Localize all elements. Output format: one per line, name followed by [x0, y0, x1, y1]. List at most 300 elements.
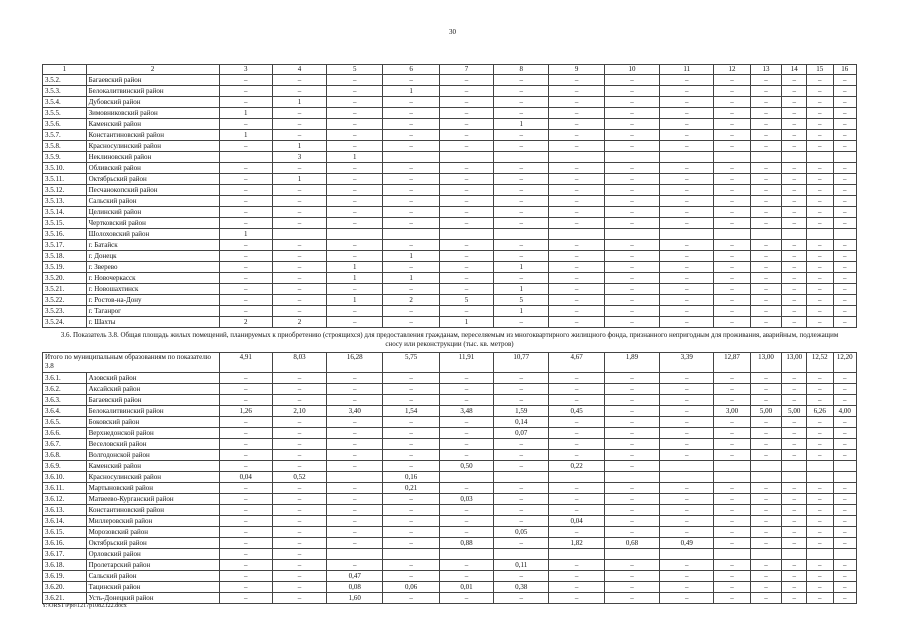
value-cell: –: [439, 516, 493, 527]
value-cell: –: [272, 130, 326, 141]
table-row: [43, 119, 857, 130]
value-cell: –: [327, 306, 383, 317]
value-cell: –: [272, 516, 326, 527]
table-row: [43, 527, 857, 538]
value-cell: –: [782, 571, 806, 582]
value-cell: –: [383, 505, 439, 516]
table-row: [43, 450, 857, 461]
value-cell: [806, 472, 833, 483]
table-row: [43, 174, 857, 185]
value-cell: [439, 229, 493, 240]
value-cell: –: [782, 450, 806, 461]
value-cell: –: [549, 119, 604, 130]
column-number: 6: [383, 65, 439, 75]
value-cell: 0,52: [272, 472, 326, 483]
value-cell: –: [660, 119, 714, 130]
municipality-name: Морозовский район: [86, 527, 219, 538]
value-cell: –: [604, 196, 659, 207]
value-cell: –: [833, 295, 856, 306]
value-cell: 0,05: [494, 527, 549, 538]
value-cell: 1: [439, 317, 493, 328]
value-cell: [660, 229, 714, 240]
value-cell: –: [604, 86, 659, 97]
value-cell: [604, 152, 659, 163]
value-cell: –: [604, 185, 659, 196]
row-code: 3.5.6.: [43, 119, 87, 130]
value-cell: –: [660, 273, 714, 284]
column-number: 5: [327, 65, 383, 75]
value-cell: 1: [272, 141, 326, 152]
total-value: 12,20: [833, 353, 856, 373]
value-cell: –: [750, 428, 782, 439]
value-cell: –: [806, 417, 833, 428]
value-cell: –: [806, 174, 833, 185]
total-row: [43, 353, 857, 373]
value-cell: –: [714, 251, 750, 262]
value-cell: –: [750, 119, 782, 130]
value-cell: –: [833, 516, 856, 527]
value-cell: –: [782, 218, 806, 229]
total-value: 1,89: [604, 353, 659, 373]
value-cell: –: [782, 86, 806, 97]
value-cell: –: [714, 207, 750, 218]
value-cell: –: [549, 97, 604, 108]
value-cell: –: [383, 141, 439, 152]
value-cell: –: [604, 273, 659, 284]
value-cell: –: [439, 273, 493, 284]
value-cell: –: [439, 560, 493, 571]
value-cell: [494, 229, 549, 240]
row-code: 3.6.19.: [43, 571, 87, 582]
row-code: 3.5.2.: [43, 75, 87, 86]
municipality-name: Красносулинский район: [86, 141, 219, 152]
value-cell: [833, 472, 856, 483]
value-cell: –: [219, 505, 272, 516]
table-row: [43, 461, 857, 472]
value-cell: –: [750, 494, 782, 505]
table-row: [43, 384, 857, 395]
municipality-name: Октябрьский район: [86, 538, 219, 549]
value-cell: –: [383, 450, 439, 461]
value-cell: –: [782, 295, 806, 306]
value-cell: –: [383, 240, 439, 251]
value-cell: –: [782, 262, 806, 273]
value-cell: –: [494, 86, 549, 97]
value-cell: –: [660, 560, 714, 571]
value-cell: –: [660, 75, 714, 86]
municipality-name: Обливский район: [86, 163, 219, 174]
value-cell: –: [439, 141, 493, 152]
value-cell: –: [604, 384, 659, 395]
value-cell: –: [806, 593, 833, 604]
municipality-name: г. Таганрог: [86, 306, 219, 317]
row-code: 3.5.23.: [43, 306, 87, 317]
value-cell: –: [272, 461, 326, 472]
value-cell: –: [660, 207, 714, 218]
value-cell: –: [272, 207, 326, 218]
value-cell: [806, 229, 833, 240]
value-cell: –: [833, 218, 856, 229]
value-cell: –: [494, 75, 549, 86]
value-cell: –: [604, 417, 659, 428]
value-cell: –: [549, 295, 604, 306]
value-cell: 0,45: [549, 406, 604, 417]
value-cell: [549, 549, 604, 560]
value-cell: –: [327, 461, 383, 472]
municipality-name: Багаевский район: [86, 395, 219, 406]
value-cell: –: [383, 395, 439, 406]
value-cell: [383, 549, 439, 560]
value-cell: –: [439, 218, 493, 229]
value-cell: [327, 229, 383, 240]
value-cell: –: [327, 439, 383, 450]
value-cell: –: [806, 538, 833, 549]
value-cell: –: [660, 582, 714, 593]
value-cell: –: [806, 505, 833, 516]
value-cell: –: [660, 86, 714, 97]
value-cell: –: [272, 384, 326, 395]
column-number: 15: [806, 65, 833, 75]
column-number: 13: [750, 65, 782, 75]
value-cell: –: [750, 516, 782, 527]
value-cell: –: [383, 527, 439, 538]
page-number: 30: [449, 28, 456, 36]
value-cell: –: [383, 97, 439, 108]
value-cell: –: [549, 494, 604, 505]
value-cell: –: [750, 174, 782, 185]
value-cell: –: [782, 108, 806, 119]
value-cell: –: [806, 141, 833, 152]
value-cell: –: [660, 306, 714, 317]
value-cell: –: [833, 306, 856, 317]
value-cell: 1: [494, 119, 549, 130]
value-cell: 1: [219, 108, 272, 119]
value-cell: –: [782, 384, 806, 395]
value-cell: –: [383, 571, 439, 582]
table-row: [43, 472, 857, 483]
row-code: 3.6.12.: [43, 494, 87, 505]
value-cell: –: [383, 119, 439, 130]
value-cell: –: [549, 174, 604, 185]
value-cell: –: [383, 439, 439, 450]
value-cell: –: [494, 571, 549, 582]
value-cell: –: [750, 141, 782, 152]
value-cell: –: [806, 295, 833, 306]
value-cell: 0,04: [549, 516, 604, 527]
value-cell: [660, 152, 714, 163]
value-cell: –: [327, 483, 383, 494]
table-body: [43, 65, 857, 604]
value-cell: –: [549, 571, 604, 582]
row-code: 3.6.6.: [43, 428, 87, 439]
value-cell: –: [549, 306, 604, 317]
row-code: 3.6.1.: [43, 373, 87, 384]
value-cell: –: [272, 240, 326, 251]
value-cell: –: [549, 218, 604, 229]
value-cell: –: [494, 461, 549, 472]
value-cell: 1: [383, 273, 439, 284]
municipality-name: г. Новочеркасск: [86, 273, 219, 284]
value-cell: –: [806, 130, 833, 141]
value-cell: –: [272, 571, 326, 582]
value-cell: –: [806, 373, 833, 384]
table-row: [43, 571, 857, 582]
table-row: [43, 86, 857, 97]
value-cell: –: [383, 174, 439, 185]
municipality-name: Неклиновский район: [86, 152, 219, 163]
value-cell: –: [750, 262, 782, 273]
row-code: 3.5.16.: [43, 229, 87, 240]
value-cell: –: [714, 571, 750, 582]
value-cell: –: [806, 284, 833, 295]
value-cell: –: [383, 75, 439, 86]
value-cell: [782, 549, 806, 560]
value-cell: [714, 549, 750, 560]
value-cell: –: [714, 428, 750, 439]
value-cell: –: [439, 163, 493, 174]
value-cell: –: [327, 527, 383, 538]
value-cell: –: [750, 439, 782, 450]
value-cell: –: [714, 141, 750, 152]
value-cell: [219, 152, 272, 163]
value-cell: –: [750, 284, 782, 295]
value-cell: –: [604, 571, 659, 582]
value-cell: –: [714, 163, 750, 174]
value-cell: –: [549, 395, 604, 406]
value-cell: –: [782, 207, 806, 218]
value-cell: –: [219, 251, 272, 262]
value-cell: –: [714, 295, 750, 306]
value-cell: –: [272, 163, 326, 174]
value-cell: –: [660, 483, 714, 494]
value-cell: –: [549, 240, 604, 251]
value-cell: –: [219, 450, 272, 461]
value-cell: 1,59: [494, 406, 549, 417]
value-cell: –: [833, 273, 856, 284]
value-cell: [494, 472, 549, 483]
value-cell: –: [439, 450, 493, 461]
value-cell: –: [833, 130, 856, 141]
row-code: 3.6.7.: [43, 439, 87, 450]
value-cell: –: [660, 505, 714, 516]
row-code: 3.5.14.: [43, 207, 87, 218]
value-cell: –: [383, 538, 439, 549]
value-cell: –: [660, 450, 714, 461]
value-cell: –: [782, 538, 806, 549]
municipality-name: г. Ростов-на-Дону: [86, 295, 219, 306]
row-code: 3.5.18.: [43, 251, 87, 262]
value-cell: –: [219, 141, 272, 152]
value-cell: –: [272, 439, 326, 450]
value-cell: –: [660, 406, 714, 417]
value-cell: –: [604, 593, 659, 604]
value-cell: –: [750, 306, 782, 317]
value-cell: –: [327, 163, 383, 174]
value-cell: –: [660, 373, 714, 384]
value-cell: –: [549, 417, 604, 428]
value-cell: –: [750, 86, 782, 97]
value-cell: –: [494, 141, 549, 152]
value-cell: –: [782, 119, 806, 130]
value-cell: –: [272, 284, 326, 295]
value-cell: –: [806, 395, 833, 406]
value-cell: –: [272, 86, 326, 97]
table-row: [43, 538, 857, 549]
municipality-name: Боковский район: [86, 417, 219, 428]
value-cell: –: [782, 97, 806, 108]
value-cell: –: [604, 395, 659, 406]
value-cell: –: [750, 185, 782, 196]
value-cell: 1,54: [383, 406, 439, 417]
value-cell: 0,21: [383, 483, 439, 494]
value-cell: –: [660, 108, 714, 119]
value-cell: –: [833, 284, 856, 295]
value-cell: 6,26: [806, 406, 833, 417]
value-cell: –: [219, 384, 272, 395]
table-row: [43, 240, 857, 251]
value-cell: 1: [327, 295, 383, 306]
value-cell: 0,11: [494, 560, 549, 571]
value-cell: –: [383, 317, 439, 328]
table-row: [43, 373, 857, 384]
value-cell: 0,50: [439, 461, 493, 472]
value-cell: –: [604, 516, 659, 527]
table-row: [43, 218, 857, 229]
value-cell: –: [272, 538, 326, 549]
value-cell: –: [383, 560, 439, 571]
table-row: [43, 130, 857, 141]
value-cell: –: [833, 571, 856, 582]
value-cell: –: [782, 284, 806, 295]
value-cell: –: [439, 174, 493, 185]
value-cell: 0,04: [219, 472, 272, 483]
total-value: 8,03: [272, 353, 326, 373]
value-cell: –: [604, 317, 659, 328]
value-cell: [750, 472, 782, 483]
municipality-name: Константиновский район: [86, 505, 219, 516]
value-cell: –: [439, 593, 493, 604]
municipality-name: Аксайский район: [86, 384, 219, 395]
value-cell: –: [604, 240, 659, 251]
value-cell: –: [833, 240, 856, 251]
section-heading-row: [43, 328, 857, 353]
value-cell: –: [272, 218, 326, 229]
row-code: 3.6.15.: [43, 527, 87, 538]
value-cell: –: [714, 439, 750, 450]
value-cell: –: [750, 417, 782, 428]
value-cell: 0,08: [327, 582, 383, 593]
value-cell: –: [219, 483, 272, 494]
row-code: 3.6.10.: [43, 472, 87, 483]
value-cell: –: [219, 560, 272, 571]
value-cell: –: [439, 196, 493, 207]
value-cell: –: [604, 174, 659, 185]
value-cell: –: [604, 505, 659, 516]
value-cell: 1: [494, 284, 549, 295]
value-cell: –: [383, 196, 439, 207]
row-code: 3.6.4.: [43, 406, 87, 417]
value-cell: –: [383, 284, 439, 295]
value-cell: –: [833, 505, 856, 516]
value-cell: –: [494, 196, 549, 207]
value-cell: [833, 152, 856, 163]
value-cell: –: [549, 141, 604, 152]
value-cell: –: [219, 86, 272, 97]
value-cell: –: [782, 516, 806, 527]
value-cell: –: [494, 251, 549, 262]
value-cell: –: [439, 527, 493, 538]
value-cell: –: [327, 86, 383, 97]
value-cell: –: [439, 439, 493, 450]
value-cell: –: [750, 560, 782, 571]
value-cell: [782, 152, 806, 163]
value-cell: –: [660, 317, 714, 328]
total-value: 10,77: [494, 353, 549, 373]
value-cell: [383, 229, 439, 240]
value-cell: –: [327, 373, 383, 384]
value-cell: –: [272, 119, 326, 130]
value-cell: –: [806, 251, 833, 262]
value-cell: –: [806, 306, 833, 317]
value-cell: –: [660, 284, 714, 295]
value-cell: 5: [494, 295, 549, 306]
value-cell: –: [494, 384, 549, 395]
value-cell: 0,49: [660, 538, 714, 549]
value-cell: –: [219, 417, 272, 428]
value-cell: 2,10: [272, 406, 326, 417]
value-cell: –: [549, 527, 604, 538]
municipality-name: Каменский район: [86, 461, 219, 472]
value-cell: –: [327, 75, 383, 86]
value-cell: –: [604, 306, 659, 317]
table-row: [43, 417, 857, 428]
value-cell: –: [604, 461, 659, 472]
value-cell: [549, 152, 604, 163]
table-row: [43, 306, 857, 317]
value-cell: –: [272, 185, 326, 196]
value-cell: –: [272, 262, 326, 273]
value-cell: –: [806, 571, 833, 582]
value-cell: –: [806, 196, 833, 207]
value-cell: –: [383, 262, 439, 273]
value-cell: –: [272, 527, 326, 538]
table-row: [43, 295, 857, 306]
value-cell: –: [383, 494, 439, 505]
value-cell: –: [750, 483, 782, 494]
value-cell: –: [833, 395, 856, 406]
value-cell: [714, 472, 750, 483]
value-cell: –: [833, 251, 856, 262]
value-cell: –: [714, 582, 750, 593]
value-cell: –: [806, 240, 833, 251]
value-cell: –: [750, 373, 782, 384]
value-cell: –: [327, 428, 383, 439]
row-code: 3.5.5.: [43, 108, 87, 119]
value-cell: 0,68: [604, 538, 659, 549]
value-cell: –: [782, 417, 806, 428]
value-cell: –: [219, 549, 272, 560]
value-cell: [383, 152, 439, 163]
value-cell: –: [439, 571, 493, 582]
total-value: 11,91: [439, 353, 493, 373]
value-cell: –: [660, 240, 714, 251]
value-cell: –: [494, 395, 549, 406]
value-cell: –: [327, 185, 383, 196]
total-label: Итого по муниципальным образованиям по показателю 3.8: [43, 353, 220, 373]
value-cell: –: [833, 141, 856, 152]
value-cell: 1: [383, 251, 439, 262]
value-cell: –: [439, 505, 493, 516]
